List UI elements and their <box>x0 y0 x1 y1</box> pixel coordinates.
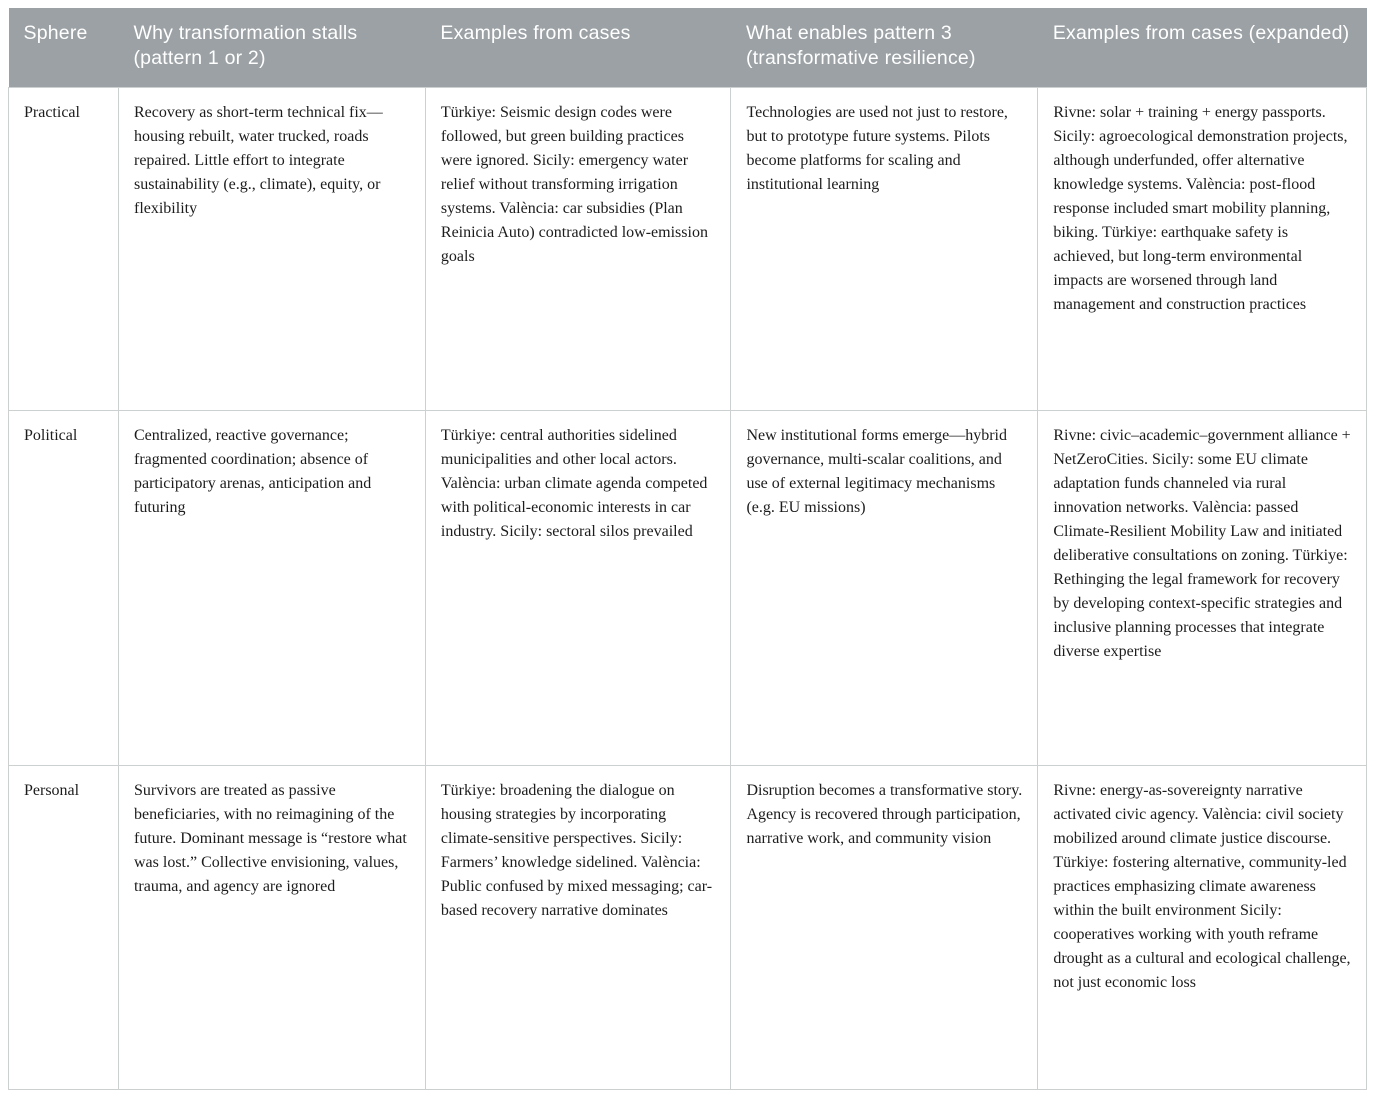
column-header-sphere: Sphere <box>9 8 119 87</box>
table-cell: Türkiye: central authorities sidelined municipalities and other local actors. València: urban climate agenda competed with political-economic interests in car industry. Sicily: sectoral silos prevailed <box>425 411 731 766</box>
column-header-stalls: Why transformation stalls (pattern 1 or 2) <box>118 8 425 87</box>
table-cell: Survivors are treated as passive beneficiaries, with no reimagining of the future. Dominant message is “restore what was lost.” Collective envisioning, values, trauma, and agency are ignored <box>118 766 425 1090</box>
header-row <box>9 8 1367 87</box>
table-cell: Disruption becomes a transformative story. Agency is recovered through participation, narrative work, and community vision <box>731 766 1038 1090</box>
table-row-political <box>9 411 1367 766</box>
table-cell: Centralized, reactive governance; fragmented coordination; absence of participatory arenas, anticipation and futuring <box>118 411 425 766</box>
table-cell: Rivne: civic–academic–government alliance + NetZeroCities. Sicily: some EU climate adaptation funds channeled via rural innovation networks. València: passed Climate-Resilient Mobility Law and initiated deliberative consultations on zoning. Türkiye: Rethinging the legal framework for recovery by developing context-specific strategies and inclusive planning processes that integrate diverse expertise <box>1038 411 1367 766</box>
comparison-table <box>8 8 1367 1090</box>
table-cell: Technologies are used not just to restore, but to prototype future systems. Pilots become platforms for scaling and institutional learning <box>731 87 1038 410</box>
table-cell: New institutional forms emerge—hybrid governance, multi-scalar coalitions, and use of external legitimacy mechanisms (e.g. EU missions) <box>731 411 1038 766</box>
table-cell: Recovery as short-term technical fix—housing rebuilt, water trucked, roads repaired. Little effort to integrate sustainability (e.g., climate), equity, or flexibility <box>118 87 425 410</box>
table-cell: Türkiye: Seismic design codes were followed, but green building practices were ignored. Sicily: emergency water relief without transforming irrigation systems. València: car subsidies (Plan Reinicia Auto) contradicted low-emission goals <box>425 87 731 410</box>
table-row-practical <box>9 87 1367 410</box>
column-header-examples-expanded: Examples from cases (expanded) <box>1038 8 1367 87</box>
sphere-label: Practical <box>9 87 119 410</box>
sphere-label: Political <box>9 411 119 766</box>
column-header-enablers: What enables pattern 3 (transformative resilience) <box>731 8 1038 87</box>
table-cell: Rivne: energy-as-sovereignty narrative activated civic agency. València: civil society mobilized around climate justice discourse. Türkiye: fostering alternative, community-led practices emphasizing climate awareness within the built environment Sicily: cooperatives working with youth reframe drought as a cultural and ecological challenge, not just economic loss <box>1038 766 1367 1090</box>
table-cell: Rivne: solar + training + energy passports. Sicily: agroecological demonstration projects, although underfunded, offer alternative knowledge systems. València: post-flood response included smart mobility planning, biking. Türkiye: earthquake safety is achieved, but long-term environmental impacts are worsened through land management and construction practices <box>1038 87 1367 410</box>
table-cell: Türkiye: broadening the dialogue on housing strategies by incorporating climate-sensitive perspectives. Sicily: Farmers’ knowledge sidelined. València: Public confused by mixed messaging; car-based recovery narrative dominates <box>425 766 731 1090</box>
column-header-examples: Examples from cases <box>425 8 731 87</box>
table-row-personal <box>9 766 1367 1090</box>
sphere-label: Personal <box>9 766 119 1090</box>
